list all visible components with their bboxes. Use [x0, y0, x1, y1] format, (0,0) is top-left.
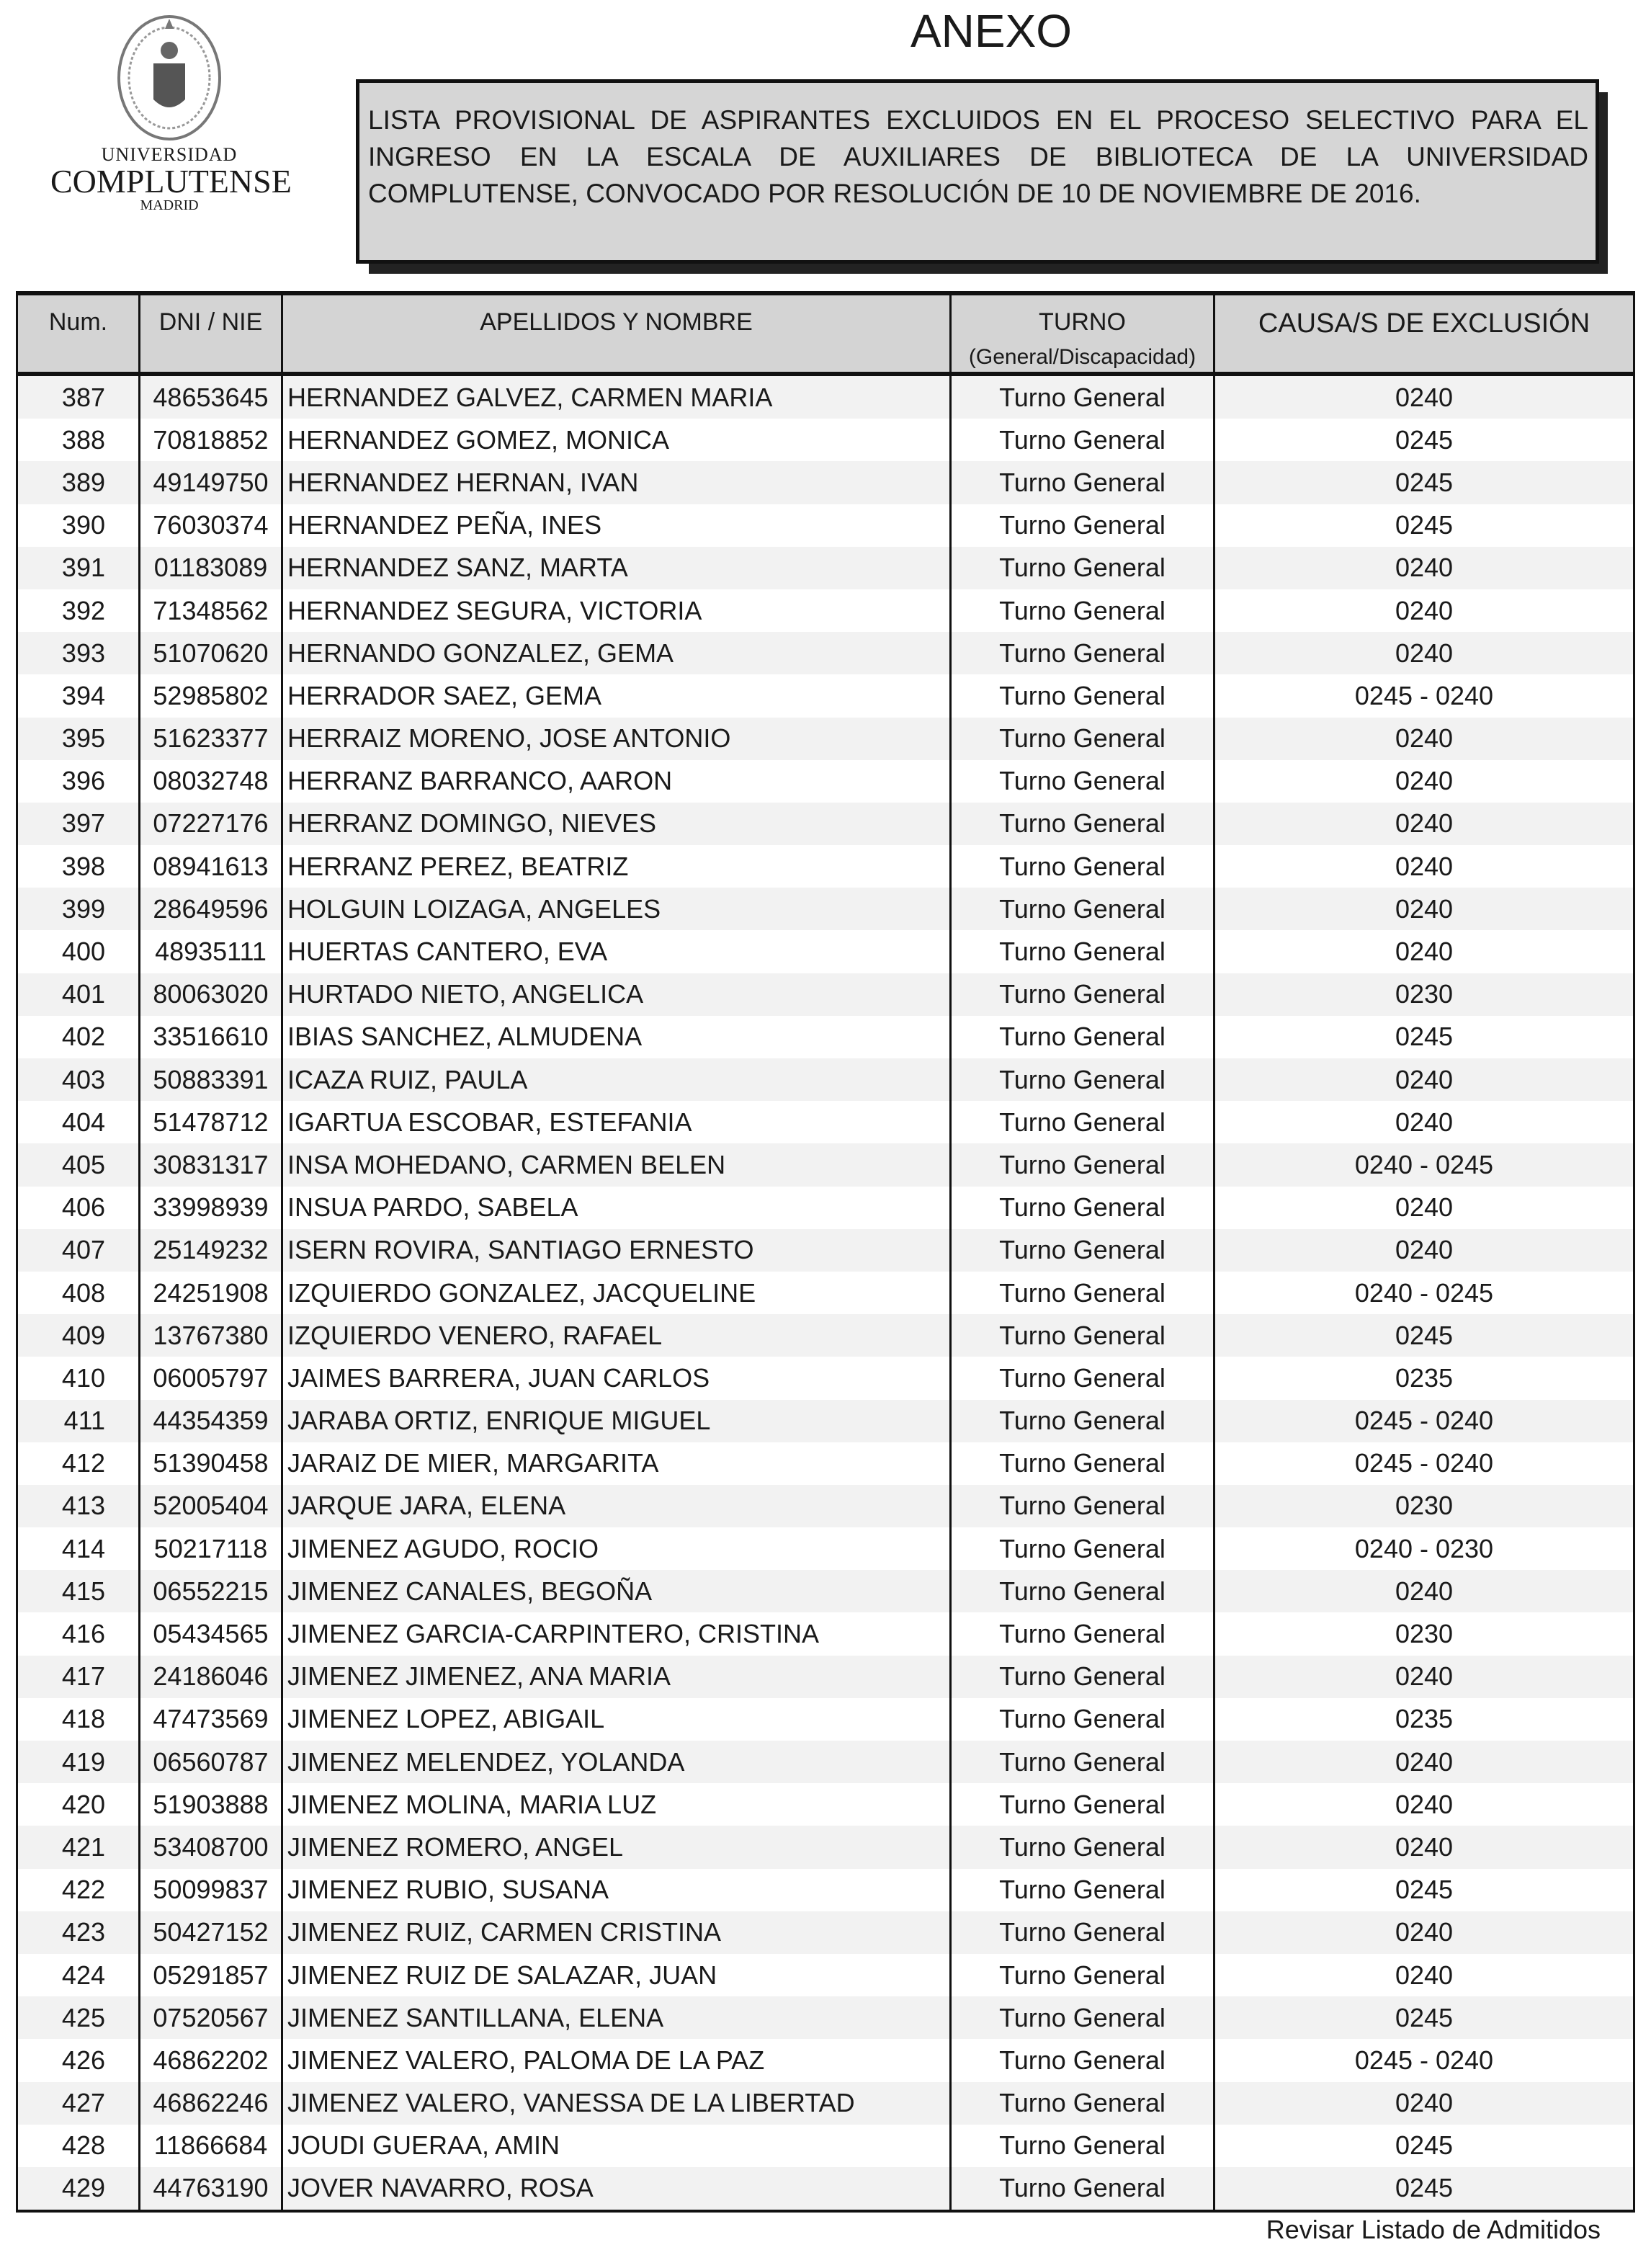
table-row	[17, 419, 1634, 461]
cell-name: HERNANDEZ SEGURA, VICTORIA	[282, 589, 951, 632]
table-row	[17, 1143, 1634, 1186]
cell-num: 428	[17, 2125, 140, 2167]
cell-name: HERNANDEZ HERNAN, IVAN	[282, 461, 951, 504]
cell-dni: 06005797	[140, 1357, 282, 1399]
cell-causa: 0245 - 0240	[1214, 1400, 1634, 1442]
column-header-num: Num.	[17, 293, 140, 374]
university-logo	[50, 13, 292, 222]
cell-turno: Turno General	[951, 1272, 1214, 1314]
table-header-row	[17, 293, 1634, 374]
cell-turno: Turno General	[951, 674, 1214, 717]
cell-name: HERRAIZ MORENO, JOSE ANTONIO	[282, 718, 951, 760]
cell-name: JOUDI GUERAA, AMIN	[282, 2125, 951, 2167]
cell-num: 409	[17, 1314, 140, 1357]
table-row	[17, 1272, 1634, 1314]
cell-turno: Turno General	[951, 1656, 1214, 1698]
cell-name: HERNANDEZ GOMEZ, MONICA	[282, 419, 951, 461]
column-header-causa: CAUSA/S DE EXCLUSIÓN	[1214, 293, 1634, 374]
cell-causa: 0245	[1214, 461, 1634, 504]
cell-turno: Turno General	[951, 1016, 1214, 1058]
cell-num: 397	[17, 803, 140, 845]
cell-causa: 0245	[1214, 1996, 1634, 2039]
cell-num: 406	[17, 1187, 140, 1229]
cell-turno: Turno General	[951, 1826, 1214, 1868]
cell-turno: Turno General	[951, 888, 1214, 930]
cell-turno: Turno General	[951, 2039, 1214, 2081]
cell-num: 392	[17, 589, 140, 632]
table-row	[17, 803, 1634, 845]
column-header-name: APELLIDOS Y NOMBRE	[282, 293, 951, 374]
cell-num: 390	[17, 504, 140, 547]
table-row	[17, 2125, 1634, 2167]
table-row	[17, 1911, 1634, 1954]
cell-dni: 05291857	[140, 1954, 282, 1996]
table-row	[17, 1570, 1634, 1612]
table-row	[17, 718, 1634, 760]
table-row	[17, 2039, 1634, 2081]
cell-num: 416	[17, 1612, 140, 1655]
table-row	[17, 930, 1634, 973]
cell-turno: Turno General	[951, 760, 1214, 803]
cell-dni: 07227176	[140, 803, 282, 845]
table-row	[17, 760, 1634, 803]
cell-causa: 0245	[1214, 504, 1634, 547]
table-row	[17, 1741, 1634, 1783]
cell-name: ICAZA RUIZ, PAULA	[282, 1058, 951, 1101]
cell-name: IZQUIERDO VENERO, RAFAEL	[282, 1314, 951, 1357]
cell-turno: Turno General	[951, 1570, 1214, 1612]
cell-turno: Turno General	[951, 2125, 1214, 2167]
cell-dni: 05434565	[140, 1612, 282, 1655]
cell-num: 410	[17, 1357, 140, 1399]
turno-sublabel: (General/Discapacidad)	[968, 345, 1196, 369]
cell-dni: 76030374	[140, 504, 282, 547]
table-row	[17, 589, 1634, 632]
cell-dni: 06560787	[140, 1741, 282, 1783]
cell-turno: Turno General	[951, 1400, 1214, 1442]
table-row	[17, 1442, 1634, 1485]
cell-name: JARQUE JARA, ELENA	[282, 1485, 951, 1527]
cell-num: 423	[17, 1911, 140, 1954]
cell-name: JIMENEZ RUIZ DE SALAZAR, JUAN	[282, 1954, 951, 1996]
cell-causa: 0240	[1214, 2082, 1634, 2125]
cell-dni: 51390458	[140, 1442, 282, 1485]
cell-num: 411	[17, 1400, 140, 1442]
cell-turno: Turno General	[951, 1058, 1214, 1101]
cell-num: 413	[17, 1485, 140, 1527]
cell-dni: 48653645	[140, 374, 282, 419]
cell-num: 414	[17, 1527, 140, 1570]
excluded-applicants-table	[16, 291, 1635, 2213]
logo-line-2: COMPLUTENSE	[50, 163, 292, 200]
cell-turno: Turno General	[951, 632, 1214, 674]
cell-causa: 0240	[1214, 760, 1634, 803]
table-row	[17, 374, 1634, 419]
cell-num: 424	[17, 1954, 140, 1996]
cell-num: 422	[17, 1869, 140, 1911]
cell-name: JIMENEZ JIMENEZ, ANA MARIA	[282, 1656, 951, 1698]
cell-name: HERRANZ BARRANCO, AARON	[282, 760, 951, 803]
cell-name: JIMENEZ GARCIA-CARPINTERO, CRISTINA	[282, 1612, 951, 1655]
cell-name: HERNANDEZ SANZ, MARTA	[282, 547, 951, 589]
cell-turno: Turno General	[951, 547, 1214, 589]
footer-note: Revisar Listado de Admitidos	[1266, 2215, 1601, 2244]
table-row	[17, 2167, 1634, 2211]
cell-name: JIMENEZ MOLINA, MARIA LUZ	[282, 1783, 951, 1826]
cell-num: 393	[17, 632, 140, 674]
cell-turno: Turno General	[951, 1996, 1214, 2039]
cell-turno: Turno General	[951, 1527, 1214, 1570]
cell-turno: Turno General	[951, 1485, 1214, 1527]
university-seal-icon	[112, 13, 227, 143]
table-row	[17, 1996, 1634, 2039]
cell-name: HURTADO NIETO, ANGELICA	[282, 973, 951, 1016]
cell-dni: 49149750	[140, 461, 282, 504]
cell-dni: 44354359	[140, 1400, 282, 1442]
cell-dni: 50883391	[140, 1058, 282, 1101]
cell-dni: 07520567	[140, 1996, 282, 2039]
cell-turno: Turno General	[951, 1229, 1214, 1272]
table-row	[17, 973, 1634, 1016]
cell-name: JIMENEZ VALERO, PALOMA DE LA PAZ	[282, 2039, 951, 2081]
cell-dni: 50427152	[140, 1911, 282, 1954]
cell-causa: 0245	[1214, 419, 1634, 461]
cell-causa: 0230	[1214, 973, 1634, 1016]
cell-num: 420	[17, 1783, 140, 1826]
column-header-turno	[951, 293, 1214, 374]
cell-causa: 0240	[1214, 1229, 1634, 1272]
cell-causa: 0245	[1214, 1016, 1634, 1058]
cell-causa: 0230	[1214, 1485, 1634, 1527]
cell-num: 395	[17, 718, 140, 760]
page-title: ANEXO	[910, 5, 1073, 57]
cell-causa: 0245	[1214, 2167, 1634, 2211]
cell-name: ISERN ROVIRA, SANTIAGO ERNESTO	[282, 1229, 951, 1272]
cell-num: 426	[17, 2039, 140, 2081]
cell-turno: Turno General	[951, 2167, 1214, 2211]
cell-dni: 53408700	[140, 1826, 282, 1868]
cell-causa: 0240	[1214, 632, 1634, 674]
cell-dni: 13767380	[140, 1314, 282, 1357]
cell-dni: 48935111	[140, 930, 282, 973]
cell-name: HERRANZ DOMINGO, NIEVES	[282, 803, 951, 845]
table-row	[17, 547, 1634, 589]
cell-turno: Turno General	[951, 930, 1214, 973]
table-row	[17, 1016, 1634, 1058]
title-description: LISTA PROVISIONAL DE ASPIRANTES EXCLUIDOS EN EL PROCESO SELECTIVO PARA EL INGRESO EN LA ESCALA DE AUXILIARES DE BIBLIOTECA DE LA UNIVERSIDAD COMPLUTENSE, CONVOCADO POR RESOLUCIÓN DE 10 DE NOVIEMBRE DE 2016.	[368, 105, 1588, 208]
cell-num: 389	[17, 461, 140, 504]
table-row	[17, 1954, 1634, 1996]
cell-num: 421	[17, 1826, 140, 1868]
cell-name: INSA MOHEDANO, CARMEN BELEN	[282, 1143, 951, 1186]
cell-turno: Turno General	[951, 1442, 1214, 1485]
cell-turno: Turno General	[951, 1911, 1214, 1954]
cell-turno: Turno General	[951, 1869, 1214, 1911]
cell-num: 425	[17, 1996, 140, 2039]
cell-turno: Turno General	[951, 1143, 1214, 1186]
column-header-dni: DNI / NIE	[140, 293, 282, 374]
cell-dni: 44763190	[140, 2167, 282, 2211]
table-row	[17, 888, 1634, 930]
cell-turno: Turno General	[951, 1101, 1214, 1143]
cell-turno: Turno General	[951, 718, 1214, 760]
cell-turno: Turno General	[951, 1783, 1214, 1826]
cell-num: 401	[17, 973, 140, 1016]
cell-causa: 0235	[1214, 1357, 1634, 1399]
cell-name: JIMENEZ VALERO, VANESSA DE LA LIBERTAD	[282, 2082, 951, 2125]
cell-num: 402	[17, 1016, 140, 1058]
cell-name: INSUA PARDO, SABELA	[282, 1187, 951, 1229]
cell-name: HERNANDEZ PEÑA, INES	[282, 504, 951, 547]
cell-dni: 51903888	[140, 1783, 282, 1826]
cell-causa: 0240	[1214, 718, 1634, 760]
cell-causa: 0240	[1214, 930, 1634, 973]
cell-num: 391	[17, 547, 140, 589]
cell-causa: 0240	[1214, 1058, 1634, 1101]
cell-dni: 24251908	[140, 1272, 282, 1314]
cell-causa: 0240	[1214, 589, 1634, 632]
cell-dni: 51478712	[140, 1101, 282, 1143]
cell-dni: 25149232	[140, 1229, 282, 1272]
cell-turno: Turno General	[951, 803, 1214, 845]
cell-dni: 24186046	[140, 1656, 282, 1698]
table-row	[17, 1527, 1634, 1570]
cell-turno: Turno General	[951, 461, 1214, 504]
cell-num: 429	[17, 2167, 140, 2211]
cell-num: 415	[17, 1570, 140, 1612]
cell-turno: Turno General	[951, 589, 1214, 632]
cell-causa: 0240	[1214, 803, 1634, 845]
logo-line-3: MADRID	[140, 197, 199, 213]
cell-turno: Turno General	[951, 845, 1214, 888]
cell-causa: 0240	[1214, 845, 1634, 888]
cell-name: JIMENEZ SANTILLANA, ELENA	[282, 1996, 951, 2039]
cell-causa: 0245	[1214, 1314, 1634, 1357]
cell-name: HOLGUIN LOIZAGA, ANGELES	[282, 888, 951, 930]
cell-name: JIMENEZ LOPEZ, ABIGAIL	[282, 1698, 951, 1741]
cell-causa: 0240	[1214, 888, 1634, 930]
cell-name: JIMENEZ ROMERO, ANGEL	[282, 1826, 951, 1868]
cell-dni: 52005404	[140, 1485, 282, 1527]
table-row	[17, 845, 1634, 888]
cell-turno: Turno General	[951, 374, 1214, 419]
cell-name: HUERTAS CANTERO, EVA	[282, 930, 951, 973]
cell-causa: 0240	[1214, 1826, 1634, 1868]
cell-causa: 0240	[1214, 1741, 1634, 1783]
cell-causa: 0245	[1214, 2125, 1634, 2167]
table-row	[17, 1698, 1634, 1741]
cell-num: 408	[17, 1272, 140, 1314]
cell-name: HERNANDEZ GALVEZ, CARMEN MARIA	[282, 374, 951, 419]
cell-causa: 0240	[1214, 374, 1634, 419]
cell-num: 419	[17, 1741, 140, 1783]
cell-dni: 33516610	[140, 1016, 282, 1058]
cell-dni: 28649596	[140, 888, 282, 930]
cell-num: 388	[17, 419, 140, 461]
cell-causa: 0240 - 0230	[1214, 1527, 1634, 1570]
table-row	[17, 1826, 1634, 1868]
cell-turno: Turno General	[951, 1612, 1214, 1655]
cell-name: IGARTUA ESCOBAR, ESTEFANIA	[282, 1101, 951, 1143]
cell-num: 427	[17, 2082, 140, 2125]
cell-name: HERNANDO GONZALEZ, GEMA	[282, 632, 951, 674]
cell-dni: 50099837	[140, 1869, 282, 1911]
table-row	[17, 1229, 1634, 1272]
cell-causa: 0230	[1214, 1612, 1634, 1655]
table-row	[17, 1400, 1634, 1442]
cell-num: 412	[17, 1442, 140, 1485]
table-row	[17, 674, 1634, 717]
cell-num: 399	[17, 888, 140, 930]
cell-name: JOVER NAVARRO, ROSA	[282, 2167, 951, 2211]
cell-turno: Turno General	[951, 1698, 1214, 1741]
cell-num: 407	[17, 1229, 140, 1272]
cell-dni: 70818852	[140, 419, 282, 461]
cell-name: JIMENEZ MELENDEZ, YOLANDA	[282, 1741, 951, 1783]
cell-turno: Turno General	[951, 2082, 1214, 2125]
turno-label: TURNO	[1039, 308, 1126, 336]
cell-num: 417	[17, 1656, 140, 1698]
cell-causa: 0240	[1214, 547, 1634, 589]
cell-dni: 01183089	[140, 547, 282, 589]
cell-name: HERRADOR SAEZ, GEMA	[282, 674, 951, 717]
table-row	[17, 461, 1634, 504]
table-row	[17, 1612, 1634, 1655]
cell-causa: 0240	[1214, 1954, 1634, 1996]
table-row	[17, 632, 1634, 674]
cell-turno: Turno General	[951, 1954, 1214, 1996]
cell-name: JARABA ORTIZ, ENRIQUE MIGUEL	[282, 1400, 951, 1442]
title-box	[356, 79, 1599, 264]
table-row	[17, 1357, 1634, 1399]
cell-num: 396	[17, 760, 140, 803]
cell-dni: 51070620	[140, 632, 282, 674]
cell-dni: 08032748	[140, 760, 282, 803]
cell-causa: 0240	[1214, 1911, 1634, 1954]
cell-causa: 0240	[1214, 1656, 1634, 1698]
cell-num: 418	[17, 1698, 140, 1741]
table-row	[17, 1058, 1634, 1101]
cell-causa: 0245 - 0240	[1214, 674, 1634, 717]
cell-causa: 0240 - 0245	[1214, 1272, 1634, 1314]
cell-causa: 0235	[1214, 1698, 1634, 1741]
cell-dni: 52985802	[140, 674, 282, 717]
logo-line-1: UNIVERSIDAD	[101, 144, 238, 165]
cell-dni: 71348562	[140, 589, 282, 632]
cell-dni: 80063020	[140, 973, 282, 1016]
cell-turno: Turno General	[951, 504, 1214, 547]
table-row	[17, 1314, 1634, 1357]
cell-dni: 11866684	[140, 2125, 282, 2167]
table-row	[17, 1485, 1634, 1527]
cell-dni: 33998939	[140, 1187, 282, 1229]
cell-dni: 47473569	[140, 1698, 282, 1741]
cell-causa: 0245 - 0240	[1214, 2039, 1634, 2081]
cell-name: JIMENEZ RUIZ, CARMEN CRISTINA	[282, 1911, 951, 1954]
cell-num: 404	[17, 1101, 140, 1143]
cell-name: JIMENEZ CANALES, BEGOÑA	[282, 1570, 951, 1612]
cell-num: 394	[17, 674, 140, 717]
cell-turno: Turno General	[951, 419, 1214, 461]
cell-dni: 51623377	[140, 718, 282, 760]
cell-turno: Turno General	[951, 1187, 1214, 1229]
table-row	[17, 1101, 1634, 1143]
cell-dni: 46862202	[140, 2039, 282, 2081]
cell-causa: 0240	[1214, 1101, 1634, 1143]
table-row	[17, 1783, 1634, 1826]
cell-name: JARAIZ DE MIER, MARGARITA	[282, 1442, 951, 1485]
cell-causa: 0240	[1214, 1570, 1634, 1612]
cell-name: IZQUIERDO GONZALEZ, JACQUELINE	[282, 1272, 951, 1314]
table-row	[17, 2082, 1634, 2125]
cell-dni: 50217118	[140, 1527, 282, 1570]
cell-num: 403	[17, 1058, 140, 1101]
cell-turno: Turno General	[951, 1357, 1214, 1399]
cell-causa: 0245	[1214, 1869, 1634, 1911]
cell-num: 400	[17, 930, 140, 973]
cell-dni: 08941613	[140, 845, 282, 888]
table-row	[17, 504, 1634, 547]
table-row	[17, 1656, 1634, 1698]
cell-dni: 46862246	[140, 2082, 282, 2125]
table-row	[17, 1869, 1634, 1911]
cell-num: 398	[17, 845, 140, 888]
cell-num: 405	[17, 1143, 140, 1186]
cell-causa: 0245 - 0240	[1214, 1442, 1634, 1485]
cell-name: HERRANZ PEREZ, BEATRIZ	[282, 845, 951, 888]
cell-name: JIMENEZ AGUDO, ROCIO	[282, 1527, 951, 1570]
cell-name: JAIMES BARRERA, JUAN CARLOS	[282, 1357, 951, 1399]
cell-turno: Turno General	[951, 1741, 1214, 1783]
table-row	[17, 1187, 1634, 1229]
cell-dni: 06552215	[140, 1570, 282, 1612]
cell-num: 387	[17, 374, 140, 419]
cell-dni: 30831317	[140, 1143, 282, 1186]
cell-name: IBIAS SANCHEZ, ALMUDENA	[282, 1016, 951, 1058]
cell-turno: Turno General	[951, 973, 1214, 1016]
cell-turno: Turno General	[951, 1314, 1214, 1357]
cell-causa: 0240 - 0245	[1214, 1143, 1634, 1186]
cell-name: JIMENEZ RUBIO, SUSANA	[282, 1869, 951, 1911]
cell-causa: 0240	[1214, 1187, 1634, 1229]
cell-causa: 0240	[1214, 1783, 1634, 1826]
